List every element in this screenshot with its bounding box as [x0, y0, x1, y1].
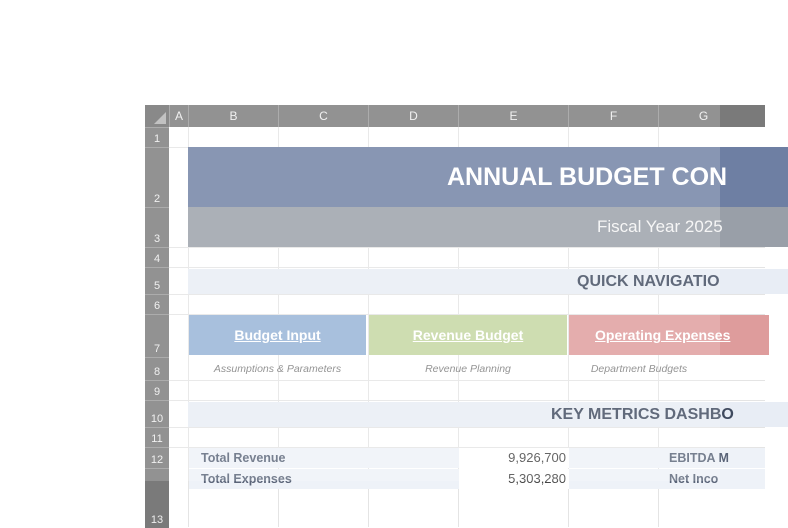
metric-value-total-expenses: 5,303,280	[459, 469, 569, 489]
row-header-4[interactable]: 4	[145, 247, 169, 267]
spreadsheet-grid	[145, 105, 765, 525]
key-metrics-header: KEY METRICS DASHBO	[188, 402, 788, 427]
budget-input-description: Assumptions & Parameters	[213, 363, 342, 375]
row-header-12[interactable]: 12	[145, 447, 169, 468]
metric-value-total-revenue: 9,926,700	[459, 448, 569, 468]
sheet-title: ANNUAL BUDGET CON	[188, 147, 788, 207]
budget-input-link[interactable]: Budget Input	[189, 315, 366, 355]
quick-navigation-header: QUICK NAVIGATIO	[188, 269, 788, 294]
fiscal-year-subtitle: Fiscal Year 2025	[188, 207, 788, 247]
row-header-7[interactable]: 7	[145, 314, 169, 357]
metric-label-total-expenses: Total Expenses	[189, 469, 459, 489]
metric-label-total-revenue: Total Revenue	[189, 448, 459, 468]
column-header-a[interactable]: A	[169, 105, 188, 127]
revenue-budget-link[interactable]: Revenue Budget	[369, 315, 567, 355]
column-header-c[interactable]: C	[278, 105, 368, 127]
row-header-bar	[145, 127, 169, 528]
row-header-10[interactable]: 10	[145, 400, 169, 427]
column-header-d[interactable]: D	[368, 105, 458, 127]
row-header-11[interactable]: 11	[145, 427, 169, 447]
column-header-g[interactable]: G	[658, 105, 748, 127]
metric-label-ebitda: EBITDA M	[569, 448, 765, 468]
row-header-3[interactable]: 3	[145, 207, 169, 247]
row-header-8[interactable]: 8	[145, 357, 169, 380]
select-all-corner[interactable]	[145, 105, 169, 127]
revenue-budget-description: Revenue Planning	[425, 363, 511, 375]
operating-expenses-link[interactable]: Operating Expenses	[569, 315, 769, 355]
row-header-6[interactable]: 6	[145, 294, 169, 314]
column-header-b[interactable]: B	[188, 105, 278, 127]
row-header-9[interactable]: 9	[145, 380, 169, 400]
column-header-e[interactable]: E	[458, 105, 568, 127]
row-header-13[interactable]: 13	[145, 468, 169, 528]
column-header-f[interactable]: F	[568, 105, 658, 127]
row-header-1[interactable]: 1	[145, 127, 169, 147]
metric-label-net-income: Net Inco	[569, 469, 765, 489]
operating-expenses-description: Department Budgets	[590, 363, 688, 375]
row-header-5[interactable]: 5	[145, 267, 169, 294]
row-header-2[interactable]: 2	[145, 147, 169, 207]
column-header-bar	[145, 105, 765, 127]
